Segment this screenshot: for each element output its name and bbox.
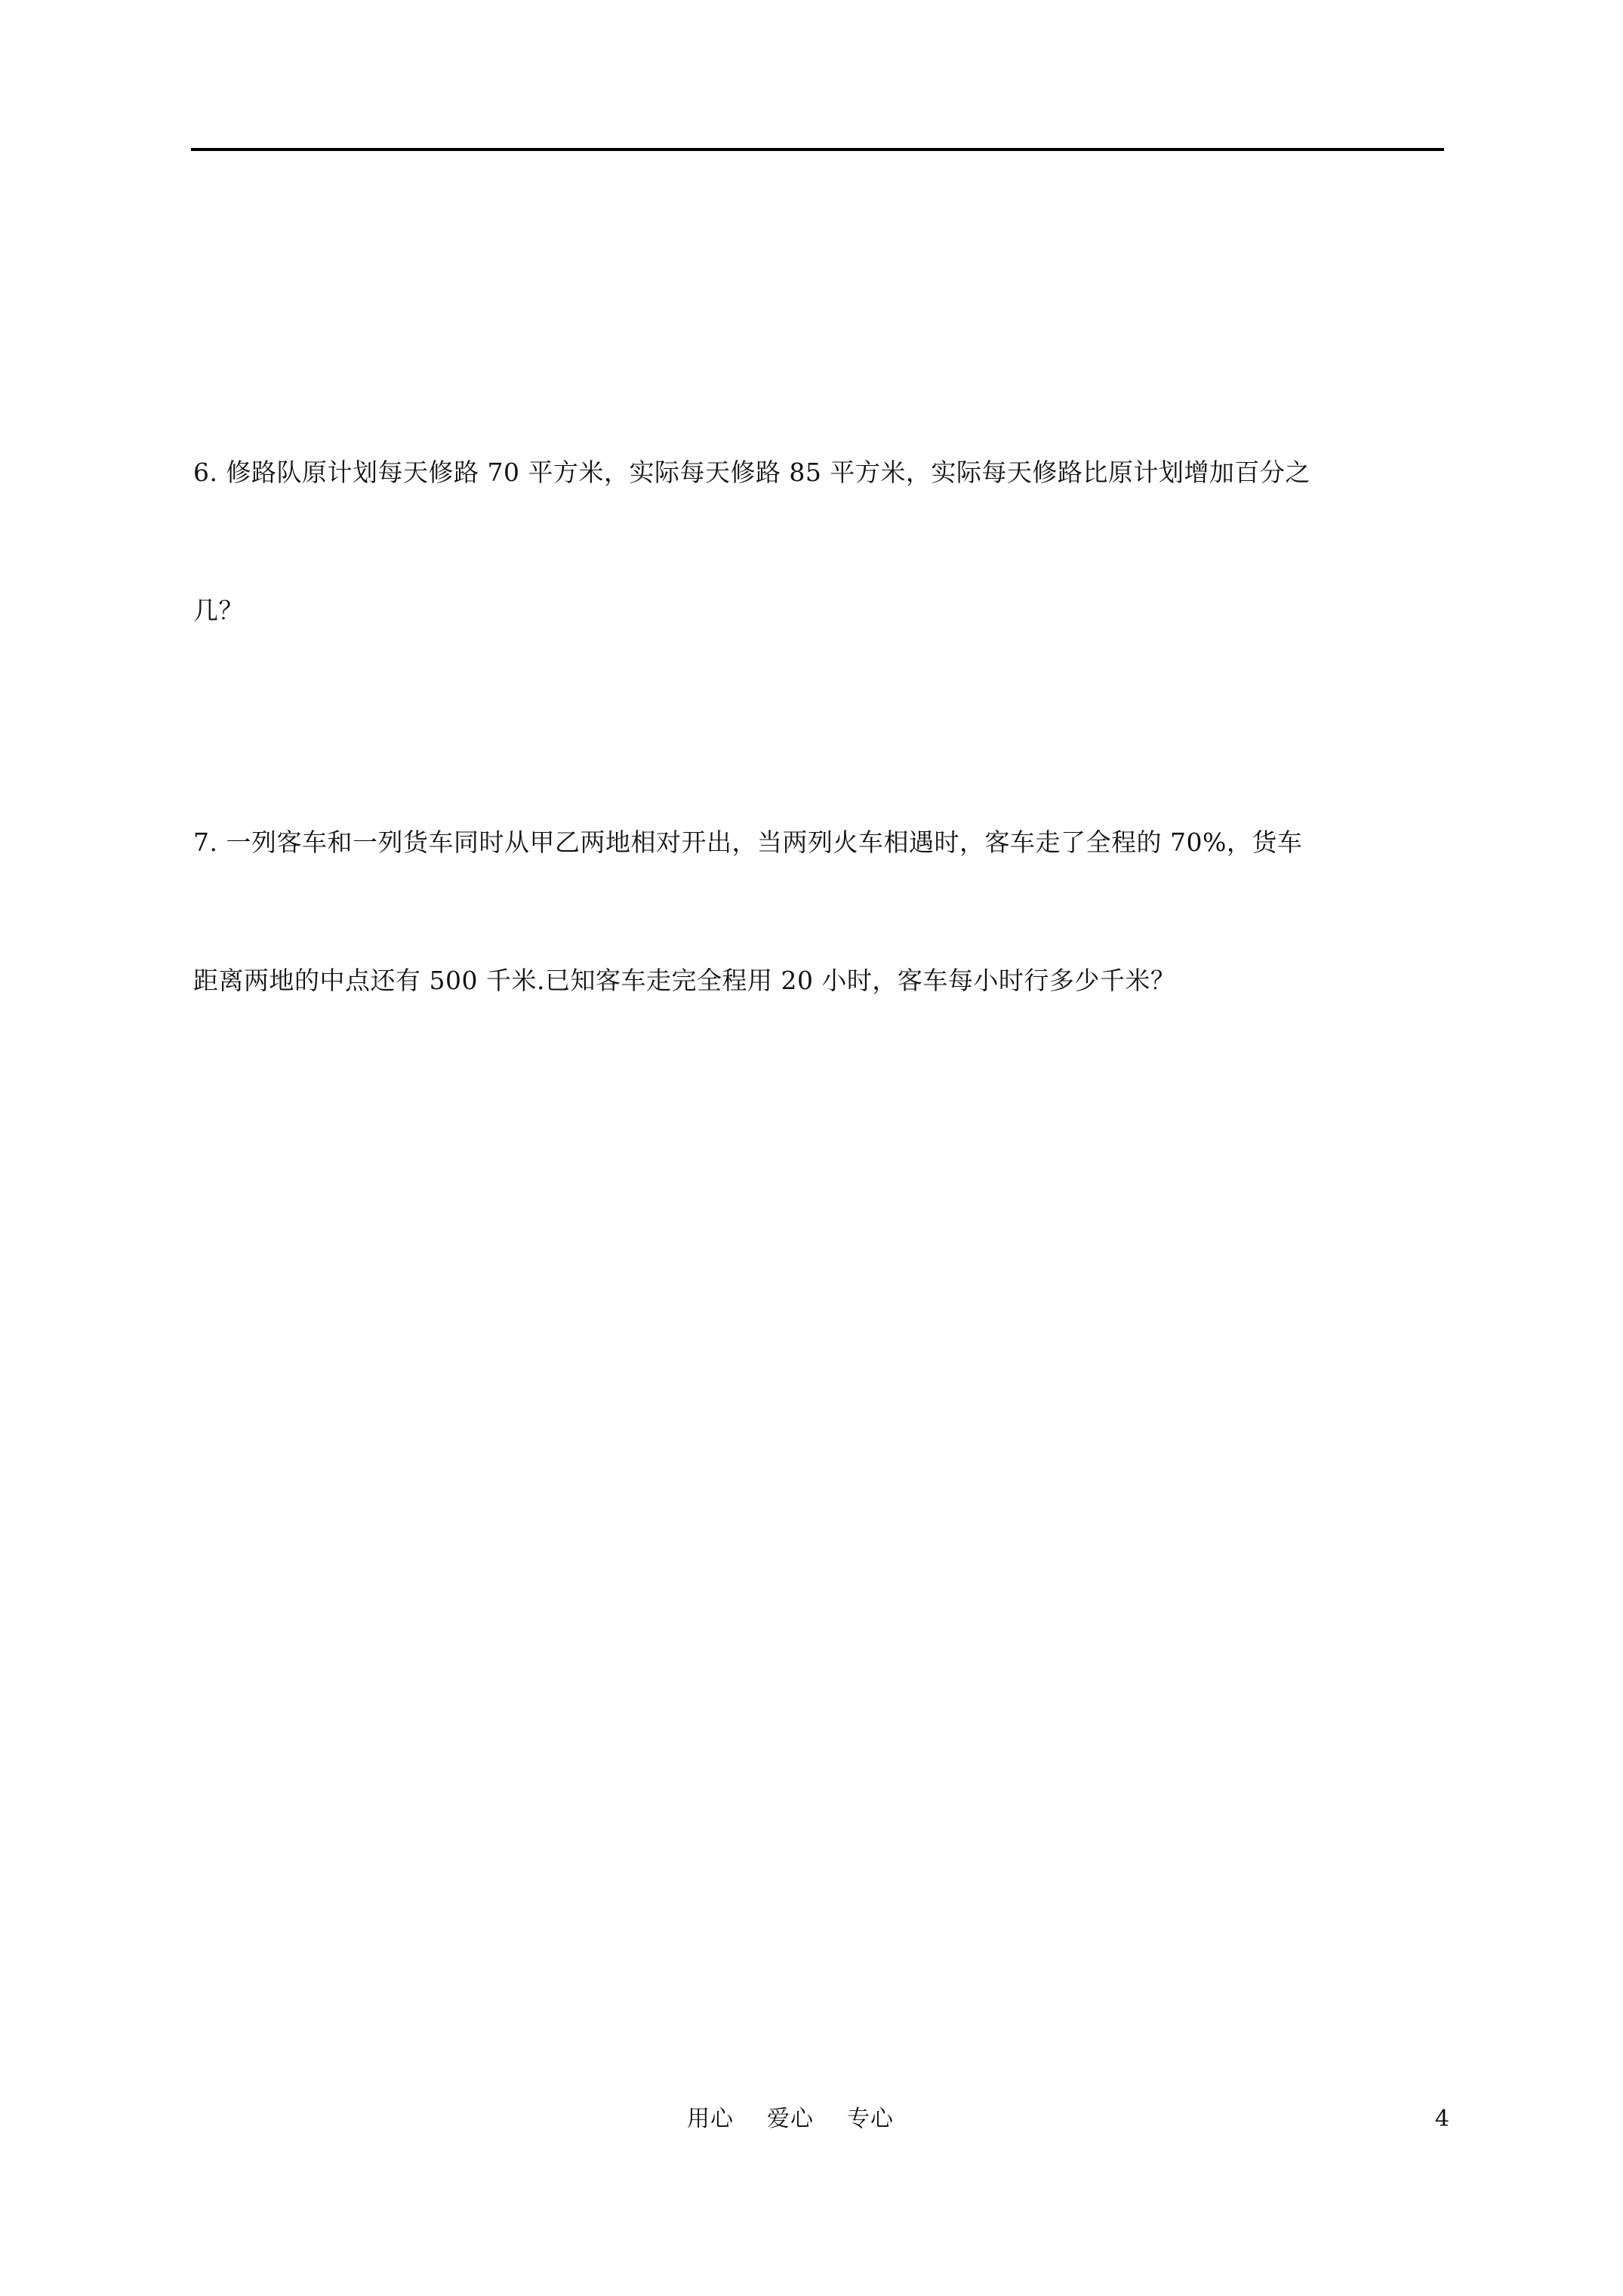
header-rule [191, 148, 1444, 151]
question-6 [193, 357, 1446, 726]
question-6-line-1: 6. 修路队原计划每天修路 70 平方米，实际每天修路 85 平方米，实际每天修路比原计划增加百分之 [193, 458, 1310, 487]
question-7-line-2: 距离两地的中点还有 500 千米.已知客车走完全程用 20 小时，客车每小时行多少千米？ [193, 966, 1176, 995]
footer-motto-word: 用心 [687, 2106, 734, 2132]
footer-motto [0, 2104, 1581, 2134]
footer-motto-word: 专心 [847, 2106, 894, 2132]
question-7 [193, 727, 1446, 1096]
page-number: 4 [1434, 2106, 1449, 2132]
footer-motto-word: 爱心 [767, 2106, 814, 2132]
question-7-line-1: 7. 一列客车和一列货车同时从甲乙两地相对开出，当两列火车相遇时，客车走了全程的 70%，货车 [193, 827, 1303, 857]
question-6-line-2: 几？ [193, 596, 244, 625]
